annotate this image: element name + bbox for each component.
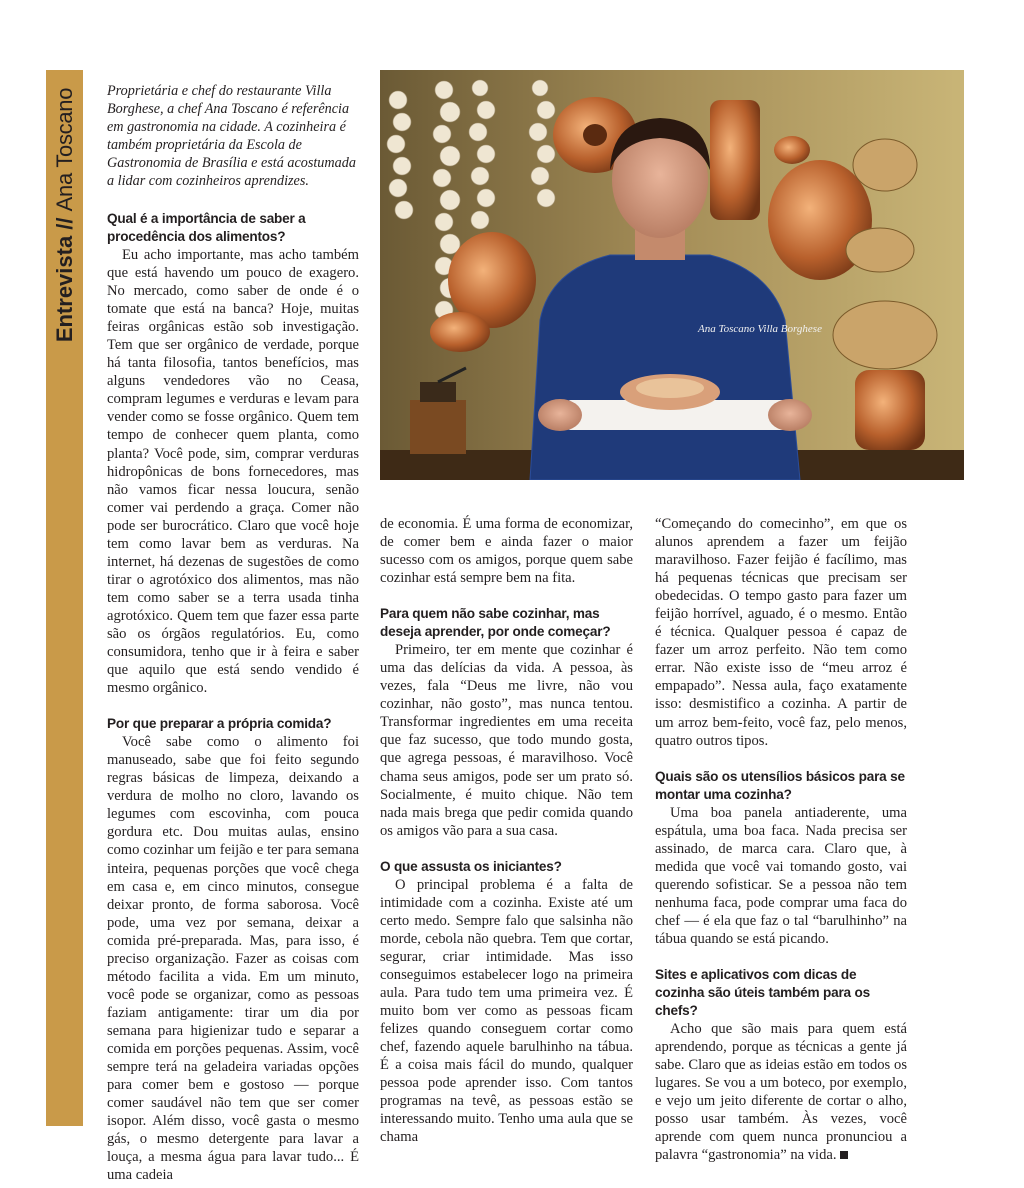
answer-paragraph: Você sabe como o alimento foi manuseado, sabe que foi feito segundo regras básicas de limpeza, deixando a verdura de molho no cloro, lavando os legumes com escovinha, com pouca gordura etc. Dou muitas aulas, ensino como cozinhar um feijão e ter para semana inteira, pequenas porções que você chega em casa e, em cinco minutos, consegue deixar pronto, de forma saborosa. Você pode, uma vez por semana, deixar a comida pré-preparada. Mas, para isso, é preciso organização. Fazer as coisas com método facilita a vida. Em um minuto, você pode se organizar, como as pessoas faziam antigamente: tirar um dia por semana para higienizar tudo e separar a comida em porções pequenas. Assim, você sempre terá na geladeira variadas opções para comer bem e gostoso — porque comer saudável não tem que ser comer isopor. Além disso, você gasta o mesmo gás, o mesmo detergente para lavar a louça, a mesma água para lavar tudo... É uma cadeia — [107, 734, 359, 1184]
question-heading: Para quem não sabe cozinhar, mas deseja aprender, por onde começar? — [380, 606, 611, 640]
answer-paragraph: Primeiro, ter em mente que cozinhar é uma das delícias da vida. A pessoa, às vezes, fala “Deus me livre, não vou cozinhar, não gosto”, mas nunca tentou. Transformar ingredientes em uma receita que faz sucesso, que todo mundo gosta, que agrega pessoas, é maravilhoso. Você chama seus amigos, pode ser um prato só. Socialmente, é muito chique. Não tem nada mais brega que pedir comida quando os amigos vão para a sua casa. — [380, 642, 633, 839]
question-heading: O que assusta os iniciantes? — [380, 858, 562, 874]
answer-paragraph: Eu acho importante, mas acho também que está havendo um pouco de exagero. No mercado, como saber de onde é o tomate que está na banca? Hoje, muitas feiras orgânicas estão sob investigação. Tem que ser orgânico de verdade, porque há tanta filosofia, tantos benefícios, mas alguns vendedores vão no Ceasa, compram legumes e verduras e levam para vender como se fosse orgânico. Quem tem tempo de conhecer quem planta, como planta? Você pode, sim, comprar verduras hidropônicas de bons fornecedores, mas não vamos ficar nessa loucura, senão comer vai perdendo a graça. Comer não pode ser burocrático. Claro que você hoje tem como lavar bem as verduras. Na internet, há dezenas de sugestões de como tirar o agrotóxico dos alimentos, mas não tem como saber se a terra usada tinha agrotóxico. Quem tem que fazer essa parte são os órgãos regulatórios. Eu, como consumidora, tenho que ir à feira e saber que aquilo que está sendo vendido é mesmo orgânico. — [107, 247, 359, 697]
answer-continuation: “Começando do comecinho”, em que os alunos aprendem a fazer um feijão maravilhoso. Fazer feijão é facílimo, mas há pequenas técnicas que precisam ser obedecidas. O tempo gasto para fazer um feijão horrível, aguado, é o mesmo. Então é técnica. Qualquer pessoa é capaz de fazer um arroz perfeito. Não tem como errar. Não existe isso de “meu arroz é empapado”. Nessa aula, faço exatamente isso: desmistifico a cozinha. A partir de um arroz bem-feito, você faz, pelo menos, quatro outros tipos. — [655, 516, 907, 749]
question-heading: Por que preparar a própria comida? — [107, 716, 332, 732]
question-heading: Qual é a importância de saber a procedência dos alimentos? — [107, 211, 306, 244]
answer-paragraph: Acho que são mais para quem está aprendendo, porque as técnicas a gente já sabe. Claro que as ideias estão em todos os lugares. Se vou a um boteco, por exemplo, e vejo um jeito diferente de cortar o alho, posso usar também. Às vezes, você aprende com quem nunca pronunciou a palavra “gastronomia” na vida. — [655, 1020, 907, 1164]
answer-paragraph: O principal problema é a falta de intimidade com a cozinha. Existe até um certo medo. Sempre falo que salsinha não morde, cebola não quebra. Tem que cortar, segurar, criar intimidade. Mas isso conseguimos estabelecer logo na primeira aula. Para tudo tem uma primeira vez. É muito bom ver como as pessoas ficam felizes quando conseguem cortar como chef, fazendo aquele barulhinho na tábua. É a coisa mais fácil do mundo, qualquer pessoa pode aprender isso. Com tantos programas na tevê, as pessoas estão se interessando muito. Tenho uma aula que se chama — [380, 876, 633, 1146]
text-column-1 — [107, 210, 359, 1184]
end-of-article-mark — [840, 1151, 848, 1159]
text-column-2 — [380, 515, 633, 1146]
intro-paragraph: Proprietária e chef do restaurante Villa Borghese, a chef Ana Toscano é referência em gastronomia na cidade. A cozinheira é também proprietária da Escola de Gastronomia de Brasília e está acostumada a lidar com cozinheiros aprendizes. — [107, 83, 356, 190]
section-name: Entrevista // — [51, 217, 77, 343]
answer-paragraph: Uma boa panela antiaderente, uma espátula, uma boa faca. Nada precisa ser assinado, de marca cara. Claro que, à medida que você vai tomando gosto, vai querendo sofisticar. Se a pessoa não tem nenhuma faca, pode comprar uma faca do chef — é ela que faz o tal “barulhinho” na tábua quando se está picando. — [655, 804, 907, 947]
chef-photo — [380, 70, 964, 480]
interviewee-name: Ana Toscano — [51, 87, 77, 212]
text-column-3 — [655, 515, 907, 1164]
copper-jug — [855, 370, 925, 450]
question-heading: Sites e aplicativos com dicas de cozinha são úteis também para os chefs? — [655, 966, 870, 1018]
answer-continuation: de economia. É uma forma de economizar, de comer bem e ainda fazer o maior sucesso com os amigos, porque quem sabe cozinhar está sempre bem na fita. — [380, 516, 633, 587]
cork-basket — [833, 301, 937, 369]
section-label — [46, 70, 83, 360]
copper-pot — [710, 100, 760, 220]
jacket-embroidery: Ana Toscano Villa Borghese — [698, 323, 822, 335]
question-heading: Quais são os utensílios básicos para se montar uma cozinha? — [655, 768, 905, 802]
